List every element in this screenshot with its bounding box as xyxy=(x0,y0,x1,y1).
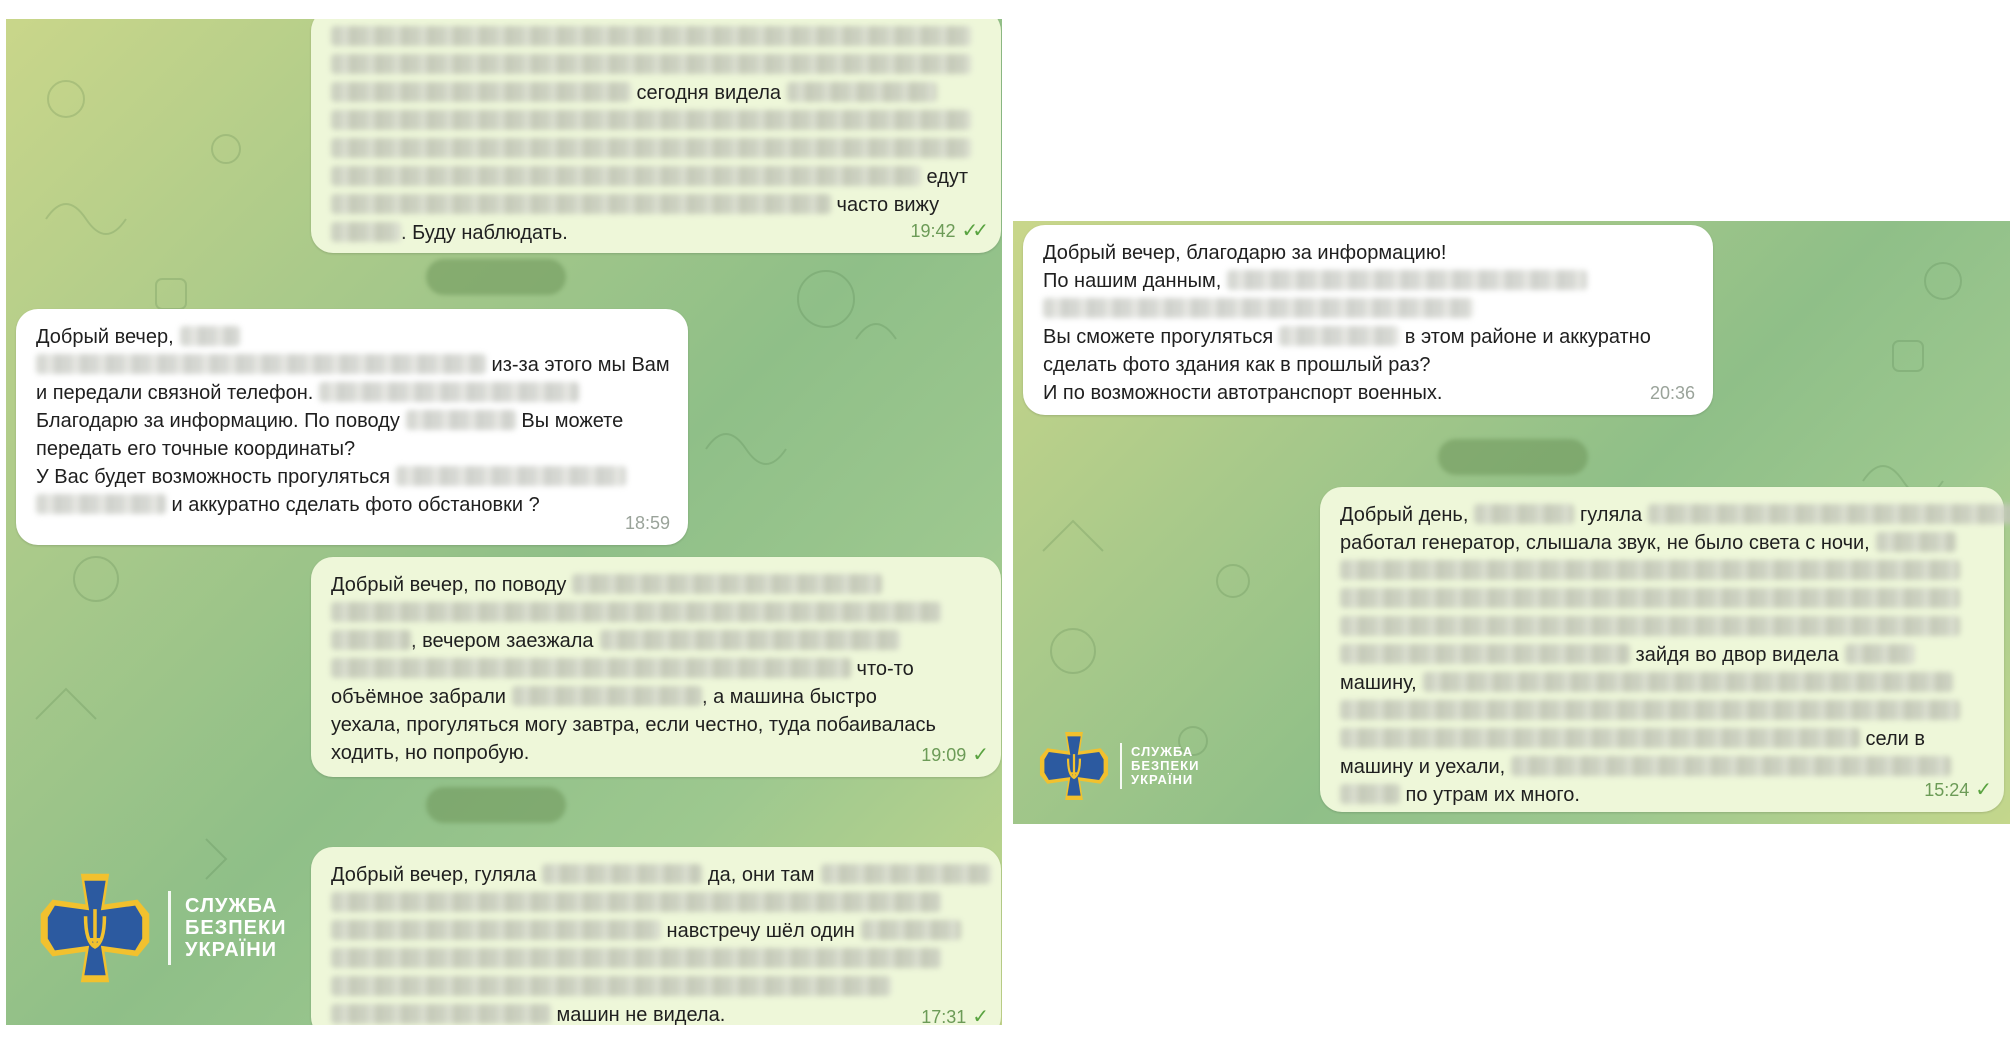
message-bubble-outgoing[interactable] xyxy=(311,847,1001,1025)
message-text: сегодня видела xyxy=(631,82,782,104)
logo-divider xyxy=(1120,743,1122,789)
redacted-text xyxy=(1876,532,1956,552)
redacted-text xyxy=(1474,504,1574,524)
message-line xyxy=(331,191,981,219)
message-text: , а машина быстро xyxy=(701,686,877,708)
message-text: и передали связной телефон. xyxy=(36,382,314,404)
message-text: Добрый день, xyxy=(1340,504,1469,526)
redacted-text xyxy=(331,166,921,186)
message-line xyxy=(331,889,981,917)
message-text: работал генератор, слышала звук, не было света с ночи, xyxy=(1340,532,1870,554)
redacted-text xyxy=(331,602,941,622)
redacted-text xyxy=(572,574,882,594)
message-text: по утрам их много. xyxy=(1400,784,1580,806)
message-text: сели в xyxy=(1860,728,1926,750)
logo-line-1: СЛУЖБА xyxy=(185,895,278,917)
redacted-text xyxy=(1340,644,1630,664)
logo-line-2: БЕЗПЕКИ xyxy=(1131,758,1200,773)
message-text: По нашим данным, xyxy=(1043,270,1222,292)
redacted-text xyxy=(600,630,900,650)
message-line xyxy=(331,627,981,655)
check-icon: ✓ xyxy=(1975,779,1986,801)
redacted-text xyxy=(512,686,702,706)
message-text: У Вас будет возможность прогуляться xyxy=(36,466,391,488)
message-text: , вечером заезжала xyxy=(411,630,594,652)
message-line xyxy=(1043,267,1693,295)
redacted-text xyxy=(331,920,661,940)
message-line xyxy=(1043,295,1693,323)
redacted-text xyxy=(180,326,240,346)
redacted-text xyxy=(36,354,486,374)
message-text: Вы можете xyxy=(515,410,624,432)
redacted-text xyxy=(331,976,891,996)
message-line xyxy=(1043,351,1693,379)
message-text: машину, xyxy=(1340,672,1417,694)
message-line xyxy=(1340,669,1984,697)
redacted-text xyxy=(1340,784,1400,804)
message-meta xyxy=(1650,379,1695,407)
message-text: машину и уехали, xyxy=(1340,756,1506,778)
message-line xyxy=(331,1001,981,1025)
check-icon: ✓ xyxy=(972,744,983,766)
date-separator xyxy=(1438,439,1588,475)
message-line xyxy=(36,323,668,351)
message-bubble-incoming[interactable] xyxy=(1023,225,1713,415)
message-meta xyxy=(1924,776,1986,804)
message-line xyxy=(1340,753,1984,781)
message-line xyxy=(331,739,981,767)
message-line xyxy=(331,861,981,889)
logo-divider xyxy=(168,891,171,965)
message-text: гуляла xyxy=(1574,504,1643,526)
redacted-text xyxy=(331,138,971,158)
redacted-text xyxy=(331,630,411,650)
redacted-text xyxy=(1340,560,1960,580)
redacted-text xyxy=(36,494,166,514)
message-time: 19:42 xyxy=(910,221,956,241)
message-line xyxy=(36,491,668,519)
logo-line-3: УКРАЇНИ xyxy=(185,939,278,961)
message-line xyxy=(1340,697,1984,725)
redacted-text xyxy=(331,194,831,214)
message-text: И по возможности автотранспорт военных. xyxy=(1043,382,1443,404)
message-line xyxy=(331,219,981,247)
redacted-text xyxy=(1340,616,1960,636)
message-line xyxy=(331,711,981,739)
message-text: . Буду наблюдать. xyxy=(401,222,568,244)
message-text: Добрый вечер, xyxy=(36,326,174,348)
message-text: Вы сможете прогуляться xyxy=(1043,326,1274,348)
message-line xyxy=(331,107,981,135)
message-text: Благодарю за информацию. По поводу xyxy=(36,410,400,432)
message-line xyxy=(1340,725,1984,753)
redacted-text xyxy=(1043,298,1473,318)
message-line xyxy=(1043,239,1693,267)
date-separator xyxy=(426,259,566,295)
redacted-text xyxy=(1227,270,1587,290)
message-time: 19:09 xyxy=(921,745,967,765)
message-line xyxy=(331,599,981,627)
redacted-text xyxy=(1511,756,1951,776)
double-check-icon: ✓✓ xyxy=(961,220,983,242)
redacted-text xyxy=(331,82,631,102)
message-line xyxy=(36,407,668,435)
message-line xyxy=(1043,323,1693,351)
message-line xyxy=(331,945,981,973)
redacted-text xyxy=(1648,504,2010,524)
message-text: и аккуратно сделать фото обстановки ? xyxy=(166,494,540,516)
message-time: 20:36 xyxy=(1649,383,1695,403)
redacted-text xyxy=(406,410,516,430)
message-line xyxy=(331,973,981,1001)
message-text: часто вижу xyxy=(831,194,940,216)
message-line xyxy=(1340,613,1984,641)
message-text: Добрый вечер, благодарю за информацию! xyxy=(1043,242,1447,264)
chat-panel-right xyxy=(1013,221,2010,824)
message-line xyxy=(331,683,981,711)
sbu-logo xyxy=(1037,729,1199,803)
message-text: навстречу шёл один xyxy=(661,920,855,942)
message-line xyxy=(331,79,981,107)
message-bubble-outgoing[interactable] xyxy=(311,19,1001,253)
message-text: что-то xyxy=(851,658,914,680)
redacted-text xyxy=(1423,672,1953,692)
redacted-text xyxy=(787,82,937,102)
message-line xyxy=(331,655,981,683)
redacted-text xyxy=(331,1004,551,1024)
redacted-text xyxy=(331,110,971,130)
message-text: передать его точные координаты? xyxy=(36,438,356,460)
message-text: сделать фото здания как в прошлый раз? xyxy=(1043,354,1431,376)
message-text: да, они там xyxy=(702,864,815,886)
message-line xyxy=(1340,529,1984,557)
redacted-text xyxy=(1340,700,1960,720)
message-meta xyxy=(921,1003,983,1025)
date-separator xyxy=(426,787,566,823)
message-line xyxy=(1340,781,1984,809)
message-line xyxy=(1340,501,1984,529)
sbu-emblem-icon xyxy=(1037,729,1111,803)
redacted-text xyxy=(331,222,401,242)
message-text: Добрый вечер, гуляла xyxy=(331,864,537,886)
sbu-logo xyxy=(36,869,287,987)
message-text: Добрый вечер, по поводу xyxy=(331,574,567,596)
message-time: 18:59 xyxy=(624,513,670,533)
redacted-text xyxy=(821,864,991,884)
message-meta xyxy=(625,509,670,537)
message-bubble-incoming[interactable] xyxy=(16,309,688,545)
message-line xyxy=(331,571,981,599)
message-line xyxy=(36,351,668,379)
redacted-text xyxy=(331,892,941,912)
redacted-text xyxy=(331,658,851,678)
message-text: зайдя во двор видела xyxy=(1630,644,1839,666)
redacted-text xyxy=(396,466,626,486)
message-line xyxy=(1340,585,1984,613)
message-line xyxy=(1340,641,1984,669)
message-line xyxy=(331,135,981,163)
redacted-text xyxy=(1845,644,1915,664)
redacted-text xyxy=(1279,326,1399,346)
message-line xyxy=(36,463,668,491)
logo-line-3: УКРАЇНИ xyxy=(1131,772,1194,787)
message-line xyxy=(331,917,981,945)
redacted-text xyxy=(319,382,579,402)
check-icon: ✓ xyxy=(972,1006,983,1025)
logo-line-1: СЛУЖБА xyxy=(1131,744,1194,759)
sbu-emblem-icon xyxy=(36,869,154,987)
redacted-text xyxy=(331,54,971,74)
redacted-text xyxy=(542,864,702,884)
message-time: 15:24 xyxy=(1924,780,1970,800)
message-text: в этом районе и аккуратно xyxy=(1399,326,1651,348)
message-text: машин не видела. xyxy=(551,1004,726,1025)
message-line xyxy=(331,23,981,51)
message-text: уехала, прогуляться могу завтра, если честно, туда побаивалась xyxy=(331,714,936,736)
logo-line-2: БЕЗПЕКИ xyxy=(185,917,287,939)
message-text: едут xyxy=(921,166,969,188)
message-line xyxy=(36,435,668,463)
message-line xyxy=(36,379,668,407)
redacted-text xyxy=(1340,588,1960,608)
message-text: объёмное забрали xyxy=(331,686,506,708)
message-text: из-за этого мы Вам xyxy=(486,354,670,376)
redacted-text xyxy=(861,920,961,940)
chat-panel-left xyxy=(6,19,1002,1025)
message-bubble-outgoing[interactable] xyxy=(1320,487,2004,812)
redacted-text xyxy=(1340,728,1860,748)
redacted-text xyxy=(331,26,971,46)
message-text: ходить, но попробую. xyxy=(331,742,530,764)
message-time: 17:31 xyxy=(921,1007,967,1025)
message-meta xyxy=(921,741,983,769)
message-line xyxy=(1340,557,1984,585)
message-line xyxy=(331,163,981,191)
message-bubble-outgoing[interactable] xyxy=(311,557,1001,777)
message-line xyxy=(1043,379,1693,407)
redacted-text xyxy=(331,948,941,968)
message-line xyxy=(331,51,981,79)
message-meta xyxy=(910,217,983,245)
